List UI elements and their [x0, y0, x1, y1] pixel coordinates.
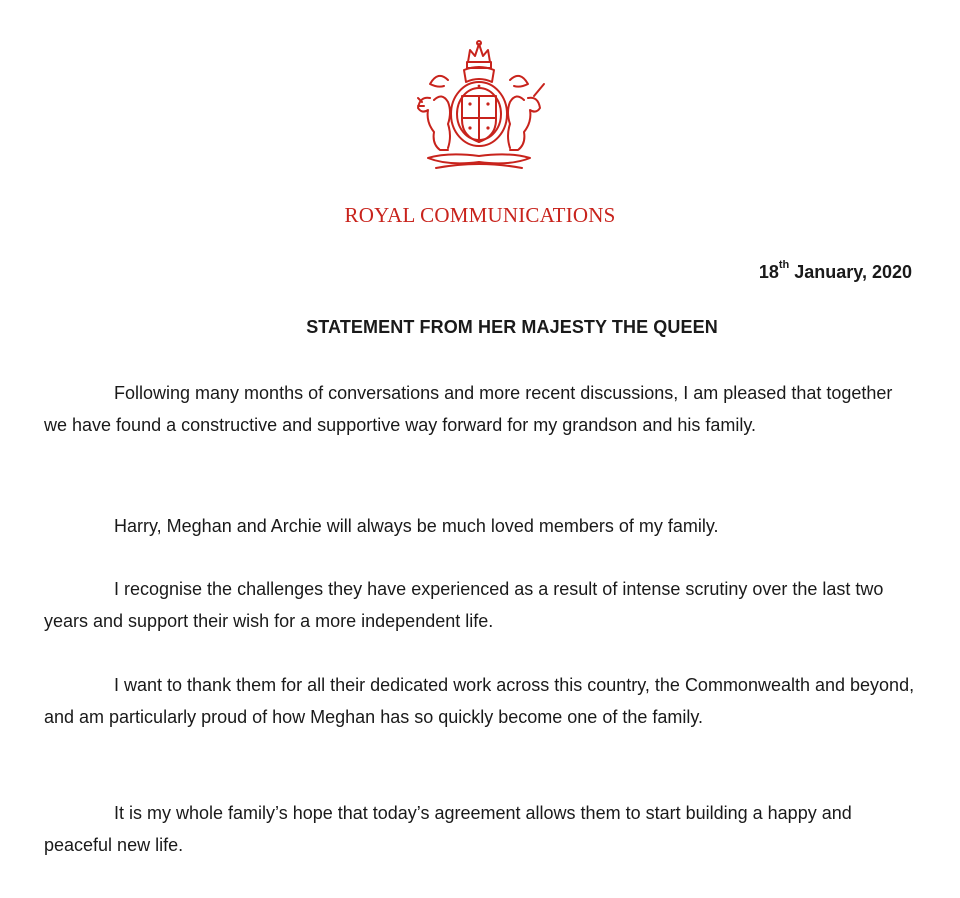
date-rest: January, 2020 — [789, 262, 912, 282]
royal-coat-of-arms-icon — [408, 40, 550, 174]
statement-title: STATEMENT FROM HER MAJESTY THE QUEEN — [306, 317, 718, 337]
statement-date — [758, 259, 912, 283]
statement-paragraph: It is my whole family’s hope that today’s agreement allows them to start building a happy and peaceful new life. — [44, 803, 852, 855]
statement-paragraph: Harry, Meghan and Archie will always be much loved members of my family. — [114, 516, 719, 536]
letterhead-org-name: ROYAL COMMUNICATIONS — [344, 203, 616, 227]
statement-paragraph: Following many months of conversations and more recent discussions, I am pleased that together we have found a constructive and supportive way forward for my grandson and his family. — [44, 383, 893, 435]
statement-paragraph: I recognise the challenges they have experienced as a result of intense scrutiny over the last two years and support their wish for a more independent life. — [44, 579, 884, 631]
statement-paragraph: I want to thank them for all their dedicated work across this country, the Commonwealth and beyond, and am particularly proud of how Meghan has so quickly become one of the family. — [44, 675, 915, 727]
date-day: 18 — [758, 262, 779, 282]
date-ordinal-suffix: th — [778, 259, 790, 271]
